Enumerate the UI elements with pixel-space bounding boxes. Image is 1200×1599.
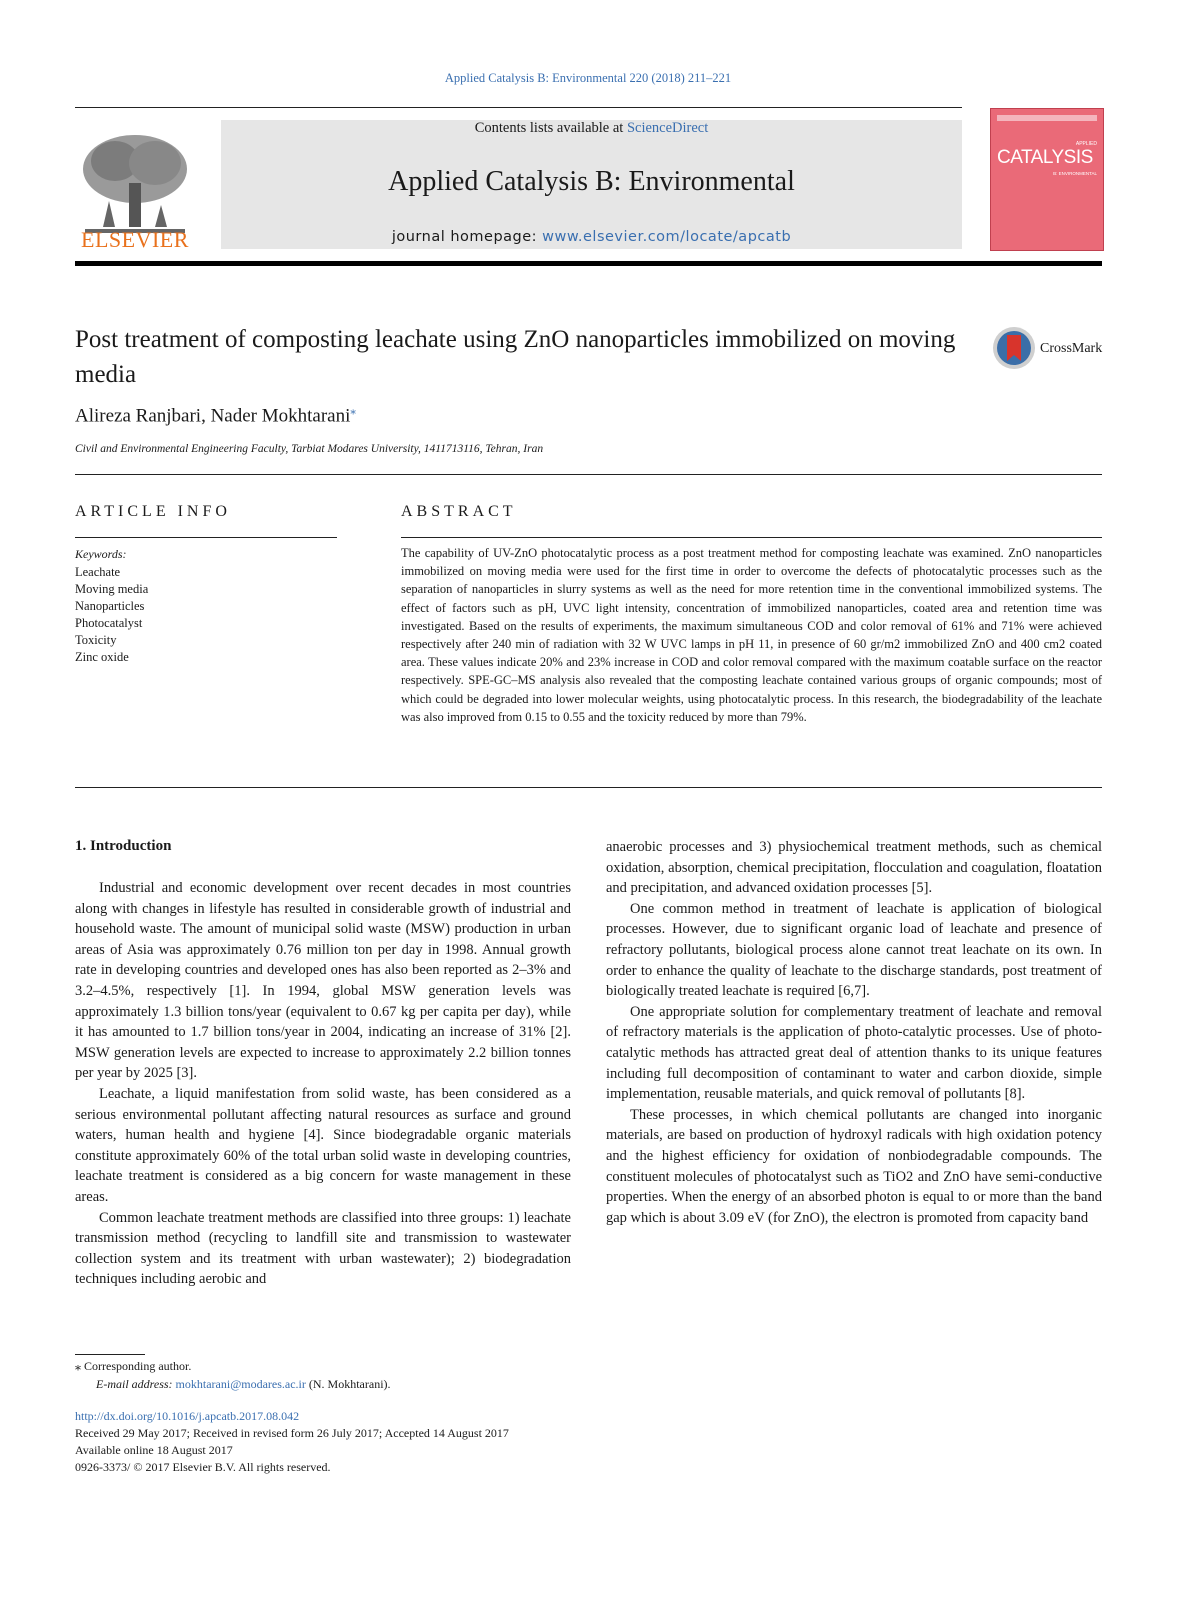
received-dates: Received 29 May 2017; Received in revised form 26 July 2017; Accepted 14 August 2017 bbox=[75, 1426, 509, 1440]
keyword-item: Toxicity bbox=[75, 633, 117, 647]
homepage-line bbox=[221, 229, 962, 245]
cover-subtitle: B: ENVIRONMENTAL bbox=[1053, 171, 1097, 176]
keywords-label: Keywords: bbox=[75, 547, 127, 561]
authors-text: Alireza Ranjbari, Nader Mokhtarani bbox=[75, 405, 351, 427]
keyword-item: Photocatalyst bbox=[75, 616, 143, 630]
crossmark-label[interactable]: CrossMark bbox=[1040, 341, 1103, 356]
section-heading-introduction: 1. Introduction bbox=[75, 838, 172, 854]
keyword-item: Zinc oxide bbox=[75, 650, 129, 664]
body-column-right bbox=[606, 837, 1102, 1228]
body-paragraph: Common leachate treatment methods are classified into three groups: 1) leachate transmission method (recycling to landfill site and transmission to wastewater collection system and its treatment with urban wastewater); 2) biodegradation techniques including aerobic and bbox=[75, 1209, 571, 1288]
footnote-rule bbox=[75, 1354, 145, 1355]
keyword-item: Nanoparticles bbox=[75, 599, 145, 613]
sciencedirect-link[interactable]: ScienceDirect bbox=[626, 120, 709, 136]
article-info-rule bbox=[75, 537, 337, 538]
keywords-list bbox=[75, 564, 148, 666]
doi-link[interactable]: http://dx.doi.org/10.1016/j.apcatb.2017.08.042 bbox=[75, 1409, 300, 1423]
contents-prefix: Contents lists available at bbox=[474, 120, 627, 136]
masthead-thick-rule bbox=[75, 261, 1102, 266]
email-suffix: (N. Mokhtarani). bbox=[305, 1377, 391, 1391]
cover-title: CATALYSIS bbox=[997, 147, 1093, 168]
body-paragraph: Leachate, a liquid manifestation from solid waste, has been considered as a serious environmental pollutant affecting natural resources as surface and ground waters, human health and hygiene [4]. Since biodegradable organic materials constitute approximately 60% of the total urban solid waste in developing countries, leachate treatment is considered as a big concern for waste management in these areas. bbox=[75, 1085, 571, 1205]
affiliation: Civil and Environmental Engineering Faculty, Tarbiat Modares University, 1411713116, Tehran, Iran bbox=[75, 443, 544, 455]
keyword-item: Moving media bbox=[75, 582, 149, 596]
email-footnote bbox=[96, 1376, 391, 1393]
keyword-item: Leachate bbox=[75, 565, 121, 579]
author-list bbox=[75, 404, 356, 427]
elsevier-wordmark: ELSEVIER bbox=[81, 227, 189, 252]
abstract-text: The capability of UV-ZnO photocatalytic process as a post treatment method for composting leachate was examined. ZnO nanoparticles immobilized on moving media were used for the first time in order to overcome the defects of photocatalytic processes such as the separation of nanoparticles in slurry systems as well as the need for more retention time in the conventional immobilized systems. The effect of factors such as pH, UVC light intensity, concentration of immobilized nanoparticles, coated area and retention time was investigated. Based on the results of experiments, the maximum simultaneous COD and color removal of 61% and 71% were achieved respectively after 240 min of radiation with 32 W UVC lamps in pH 11, in presence of 60 gr/m2 immobilized ZnO and 400 cm2 coated area. These values indicate 20% and 23% increase in COD and color removal compared with the maximum coatable surface on the reactor respectively. SPE-GC–MS analysis also revealed that the composting leachate contained various groups of organic compounds; most of which could be degraded into lower molecular weights, using photocatalytic process. In this research, the biodegradability of the leachate was also improved from 0.15 to 0.55 and the toxicity reduced by more than 79%. bbox=[401, 546, 1102, 724]
abstract-bottom-rule bbox=[75, 787, 1102, 788]
homepage-prefix: journal homepage: bbox=[391, 229, 543, 245]
body-paragraph: One appropriate solution for complementary treatment of leachate and removal of refractory materials is the application of photo-catalytic processes. Use of photo-catalytic methods has attracted great deal of attention thanks to its unique features including full decomposition of contaminant to water and carbon dioxide, simple implementation, reusable materials, and quick removal of pollutants [8]. bbox=[606, 1003, 1102, 1103]
body-paragraph: These processes, in which chemical pollutants are changed into inorganic materials, are based on production of hydroxyl radicals with high oxidation potency and the highest efficiency for oxidation of nonbiodegradable compounds. The constituent molecules of photocatalyst such as TiO2 and ZnO have semi-conductive properties. When the energy of an absorbed photon is equal to or more than the band gap which is about 3.09 eV (for ZnO), the electron is promoted from capacity band bbox=[606, 1106, 1102, 1226]
email-link[interactable]: mokhtarani@modares.ac.ir bbox=[175, 1377, 306, 1391]
crossmark-icon[interactable] bbox=[992, 326, 1036, 370]
article-title: Post treatment of composting leachate using ZnO nanoparticles immobilized on moving media bbox=[75, 326, 956, 388]
article-info-heading: ARTICLE INFO bbox=[75, 503, 231, 520]
abstract-body bbox=[401, 544, 1102, 726]
journal-name: Applied Catalysis B: Environmental bbox=[388, 166, 795, 197]
email-label: E-mail address: bbox=[96, 1377, 176, 1391]
cover-stripe bbox=[997, 115, 1097, 121]
abstract-heading: ABSTRACT bbox=[401, 503, 517, 520]
contents-line bbox=[221, 120, 962, 137]
running-head[interactable]: Applied Catalysis B: Environmental 220 (2018) 211–221 bbox=[444, 71, 732, 85]
cover-top-label: APPLIED bbox=[1075, 141, 1097, 147]
available-online: Available online 18 August 2017 bbox=[75, 1443, 233, 1457]
info-top-rule bbox=[75, 474, 1102, 475]
body-paragraph: Industrial and economic development over recent decades in most countries along with changes in lifestyle has resulted in considerable growth of industrial and household waste. The amount of municipal solid waste (MSW) production in urban areas of Asia was approximately 0.76 million ton per day in 1998. Annual growth rate in developing countries and developed ones has also been reported as 2–3% and 3.2–4.5%, respectively [1]. In 1994, global MSW generation levels was approximately 1.3 billion tons/year (equivalent to 0.67 kg per capita per day), while it has amounted to 1.7 billion tons/year in 2004, indicating an increase of 31% [2]. MSW generation levels are expected to increase to approximately 2.2 billion tonnes per year by 2025 [3]. bbox=[75, 880, 571, 1082]
body-paragraph: One common method in treatment of leachate is application of biological processes. However, due to significant organic load of leachate and presence of refractory pollutants, biological process alone cannot treat leachate on its own. In order to enhance the quality of leachate to the discharge standards, post treatment of biologically treated leachate is required [6,7]. bbox=[606, 900, 1102, 1000]
header-rule bbox=[75, 107, 962, 108]
homepage-link[interactable]: www.elsevier.com/locate/apcatb bbox=[542, 229, 792, 245]
copyright: 0926-3373/ © 2017 Elsevier B.V. All rights reserved. bbox=[75, 1460, 331, 1474]
corresponding-author-mark[interactable]: ⁎ bbox=[350, 405, 356, 417]
body-column-left bbox=[75, 878, 571, 1290]
corresponding-footnote: ⁎ Corresponding author. bbox=[75, 1359, 192, 1373]
body-paragraph: anaerobic processes and 3) physiochemical treatment methods, such as chemical oxidation, absorption, chemical precipitation, flocculation and coagulation, floatation and precipitation, and advanced oxidation processes [5]. bbox=[606, 839, 1102, 897]
journal-cover bbox=[990, 108, 1104, 251]
abstract-rule bbox=[401, 537, 1102, 538]
